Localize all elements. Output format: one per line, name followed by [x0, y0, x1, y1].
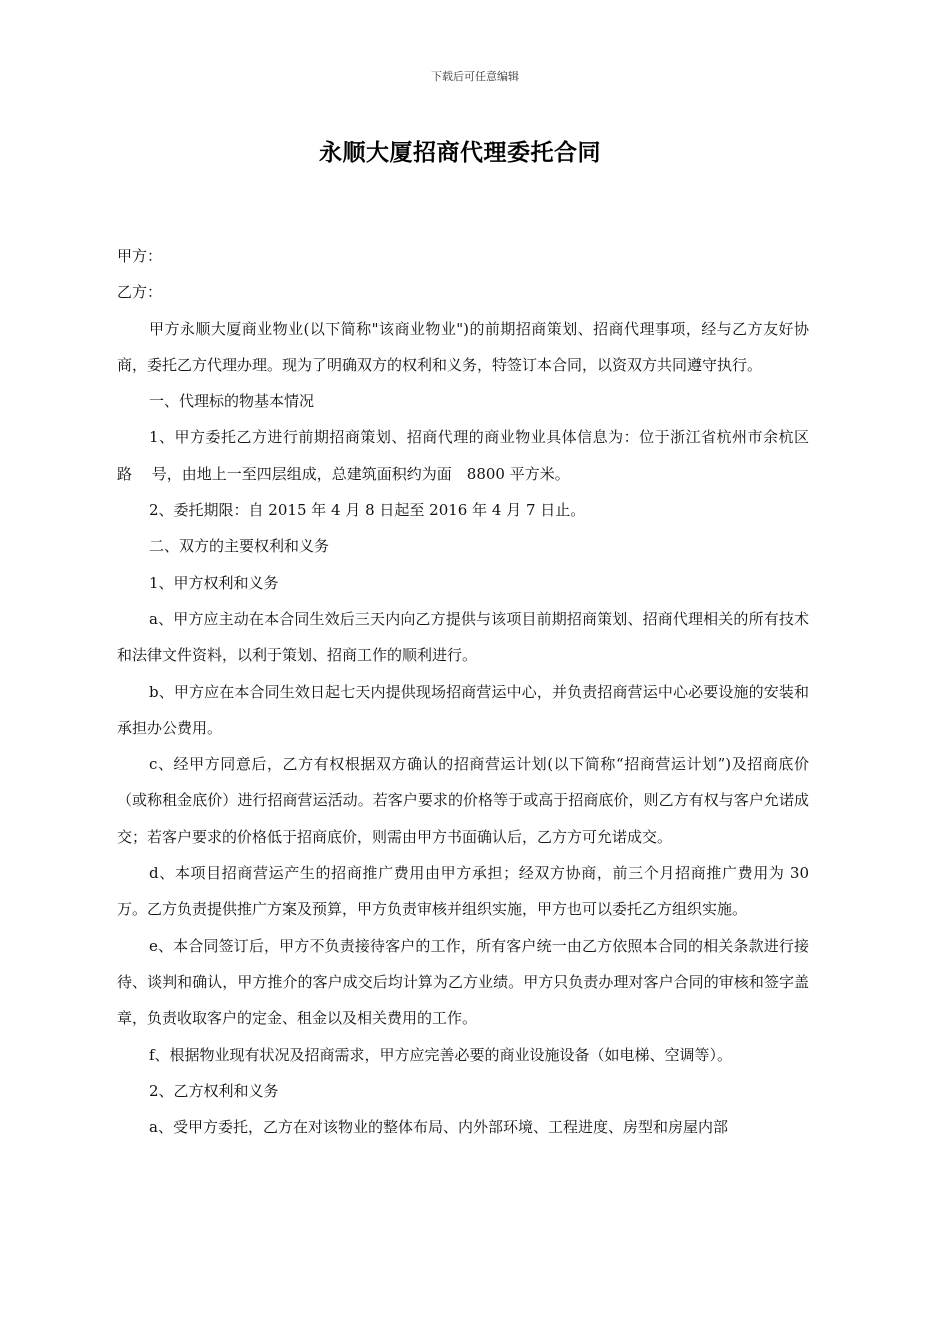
- subsection-heading-party-b: 2、乙方权利和义务: [149, 1081, 279, 1100]
- subsection-heading-party-a: 1、甲方权利和义务: [149, 573, 279, 592]
- clause-b-a: a、受甲方委托，乙方在对该物业的整体布局、内外部环境、工程进度、房型和房屋内部: [149, 1118, 728, 1137]
- preamble-paragraph: 甲方永顺大厦商业物业(以下简称"该商业物业")的前期招商策划、招商代理事项，经与乙方友好协商，委托乙方代理办理。现为了明确双方的权利和义务，特签订本合同，以资双方共同遵守执行。: [117, 319, 809, 374]
- section-heading-1: 一、代理标的物基本情况: [149, 392, 315, 411]
- clause-1-2: 2、委托期限：自 2015 年 4 月 8 日起至 2016 年 4 月 7 日止。: [149, 501, 586, 520]
- section-heading-2: 二、双方的主要权利和义务: [149, 537, 330, 556]
- clause-a-b: b、甲方应在本合同生效日起七天内提供现场招商营运中心，并负责招商营运中心必要设施的安装和承担办公费用。: [117, 682, 809, 737]
- download-note: 下载后可任意编辑: [431, 70, 519, 83]
- party-a-line: 甲方：: [117, 247, 163, 265]
- contract-body: [117, 238, 829, 1145]
- clause-a-a: a、甲方应主动在本合同生效后三天内向乙方提供与该项目前期招商策划、招商代理相关的所有技术和法律文件资料，以利于策划、招商工作的顺利进行。: [117, 609, 809, 665]
- party-b-line: 乙方：: [117, 283, 163, 302]
- clause-a-f: f、根据物业现有状况及招商需求，甲方应完善必要的商业设施设备（如电梯、空调等）。: [149, 1045, 733, 1064]
- clause-a-d: d、本项目招商营运产生的招商推广费用由甲方承担；经双方协商，前三个月招商推广费用为 30 万。乙方负责提供推广方案及预算，甲方负责审核并组织实施，甲方也可以委托乙方组织实施。: [117, 864, 809, 919]
- clause-1-1: 1、甲方委托乙方进行前期招商策划、招商代理的商业物业具体信息为：位于浙江省杭州市余杭区 路 号，由地上一至四层组成，总建筑面积约为面 8800 平方米。: [117, 428, 829, 483]
- clause-a-c: c、经甲方同意后，乙方有权根据双方确认的招商营运计划(以下简称“招商营运计划”)及招商底价（或称租金底价）进行招商营运活动。若客户要求的价格等于或高于招商底价，则乙方有权与客户允诺成交；若客户要求的价格低于招商底价，则需由甲方书面确认后，乙方方可允诺成交。: [117, 755, 809, 846]
- contract-title: 永顺大厦招商代理委托合同: [319, 140, 601, 166]
- clause-a-e: e、本合同签订后，甲方不负责接待客户的工作，所有客户统一由乙方依照本合同的相关条款进行接待、谈判和确认，甲方推介的客户成交后均计算为乙方业绩。甲方只负责办理对客户合同的审核和签字盖章，负责收取客户的定金、租金以及相关费用的工作。: [117, 936, 809, 1028]
